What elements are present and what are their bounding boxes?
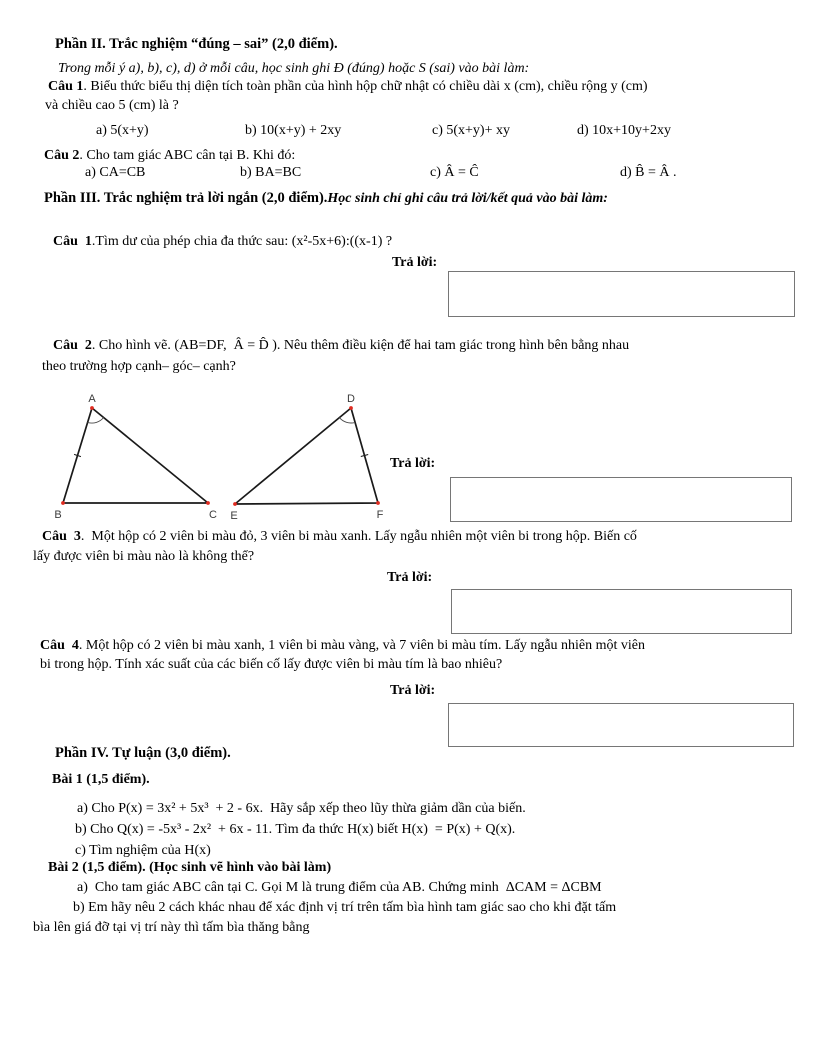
vertex-label-f: F (376, 509, 384, 521)
part2-q1-label: Câu 1 (48, 79, 84, 94)
vertex-dot-a (90, 406, 94, 410)
part3-q3-label: Câu 3 (42, 529, 81, 544)
part4-title: Phần IV. Tự luận (3,0 điểm). (55, 745, 231, 761)
part2-q2-option-d: d) B̂ = Â . (620, 165, 677, 180)
part3-title-line (44, 190, 608, 208)
vertex-label-c: C (209, 509, 217, 521)
part2-q2-label: Câu 2 (44, 148, 80, 163)
part3-q3-line2: lấy được viên bi màu nào là không thể? (33, 549, 255, 564)
answer-box-1[interactable] (448, 271, 795, 317)
vertex-label-e: E (230, 510, 238, 521)
part4-b1-item-b: b) Cho Q(x) = -5x³ - 2x² + 6x - 11. Tìm đa thức H(x) biết H(x) = P(x) + Q(x). (75, 822, 516, 837)
triangle-def (230, 393, 383, 521)
triangle-abc (54, 393, 217, 521)
part4-b2-title: Bài 2 (1,5 điểm). (Học sinh vẽ hình vào bài làm) (48, 860, 332, 875)
part3-q2-line1 (53, 337, 629, 354)
answer-box-4[interactable] (448, 703, 794, 747)
vertex-dot-b (61, 501, 65, 505)
part2-instruction: Trong mỗi ý a), b), c), d) ở mỗi câu, học sinh ghi Đ (đúng) hoặc S (sai) vào bài làm: (58, 61, 530, 76)
part3-q4-line1 (40, 637, 645, 654)
vertex-label-d: D (347, 393, 355, 405)
angle-arc-a-icon (88, 418, 104, 424)
part2-title: Phần II. Trắc nghiệm “đúng – sai” (2,0 điểm). (55, 36, 338, 52)
vertex-label-b: B (54, 509, 62, 521)
part3-q1-label: Câu 1 (53, 234, 92, 249)
triangles-figure (50, 391, 395, 521)
part3-q2-label: Câu 2 (53, 338, 92, 353)
answer-label-1: Trả lời: (392, 255, 438, 270)
part2-q1-line1 (48, 78, 648, 95)
part2-q1-option-b: b) 10(x+y) + 2xy (245, 123, 342, 138)
angle-arc-d-icon (339, 418, 355, 423)
part4-b1-title: Bài 1 (1,5 điểm). (52, 772, 150, 787)
part2-q2-option-a: a) CA=CB (85, 165, 146, 180)
part3-title-note: Học sinh chỉ ghi câu trả lời/kết quả vào bài làm: (327, 191, 608, 206)
answer-label-3: Trả lời: (387, 570, 433, 585)
part3-q1-line (53, 233, 392, 250)
part4-b1-item-a: a) Cho P(x) = 3x² + 5x³ + 2 - 6x. Hãy sắp xếp theo lũy thừa giảm dần của biến. (77, 801, 526, 816)
part2-q2-option-c: c) Â = Ĉ (430, 165, 479, 180)
part2-q1-option-a: a) 5(x+y) (96, 123, 149, 138)
vertex-dot-d (349, 406, 353, 410)
triangle-abc-outline (63, 408, 208, 503)
part3-q4-text1: . Một hộp có 2 viên bi màu xanh, 1 viên bi màu vàng, và 7 viên bi màu tím. Lấy ngẫu nhiên một viên (78, 638, 646, 653)
answer-box-2[interactable] (450, 477, 792, 522)
part2-q1-option-c: c) 5(x+y)+ xy (432, 123, 510, 138)
part4-b2-item-a: a) Cho tam giác ABC cân tại C. Gọi M là trung điểm của AB. Chứng minh ΔCAM = ΔCBM (77, 880, 602, 895)
answer-label-4: Trả lời: (390, 683, 436, 698)
part3-q4-label: Câu 4 (40, 638, 79, 653)
answer-box-3[interactable] (451, 589, 792, 634)
part2-q2-line (44, 147, 295, 164)
part3-q3-line1 (42, 528, 637, 545)
vertex-dot-f (376, 501, 380, 505)
vertex-label-a: A (88, 393, 96, 405)
part4-b1-item-c: c) Tìm nghiệm của H(x) (75, 843, 211, 858)
part3-q4-line2: bi trong hộp. Tính xác suất của các biến cố lấy được viên bi màu tím là bao nhiêu? (40, 657, 503, 672)
part2-q1-option-d: d) 10x+10y+2xy (577, 123, 671, 138)
part3-q2-text1: . Cho hình vẽ. (AB=DF, Â = D̂ ). Nêu thêm điều kiện để hai tam giác trong hình bên bằng nhau (91, 338, 630, 353)
part3-q1-text: .Tìm dư của phép chia đa thức sau: (x²-5x+6):((x-1) ? (91, 234, 393, 249)
part4-b2-item-b-line2: bìa lên giá đỡ tại vị trí này thì tấm bìa thăng bằng (33, 920, 310, 935)
part2-q2-text: . Cho tam giác ABC cân tại B. Khi đó: (79, 148, 296, 163)
triangle-def-outline (235, 408, 378, 504)
part3-q2-line2: theo trường hợp cạnh– góc– cạnh? (42, 359, 236, 374)
part3-title: Phần III. Trắc nghiệm trả lời ngắn (2,0 điểm). (44, 190, 328, 206)
answer-label-2: Trả lời: (390, 456, 436, 471)
vertex-dot-e (233, 502, 237, 506)
part4-b2-item-b-line1: b) Em hãy nêu 2 cách khác nhau để xác định vị trí trên tấm bìa hình tam giác sao cho khi đặt tấm (73, 900, 617, 915)
vertex-dot-c (206, 501, 210, 505)
part2-q1-line2: và chiều cao 5 (cm) là ? (45, 98, 179, 113)
part2-q2-option-b: b) BA=BC (240, 165, 302, 180)
part3-q3-text1: . Một hộp có 2 viên bi màu đỏ, 3 viên bi màu xanh. Lấy ngẫu nhiên một viên bi trong hộp. Biến cố (80, 529, 637, 544)
part2-q1-text1: . Biểu thức biểu thị diện tích toàn phần của hình hộp chữ nhật có chiều dài x (cm), chiều rộng y (cm) (83, 79, 648, 94)
